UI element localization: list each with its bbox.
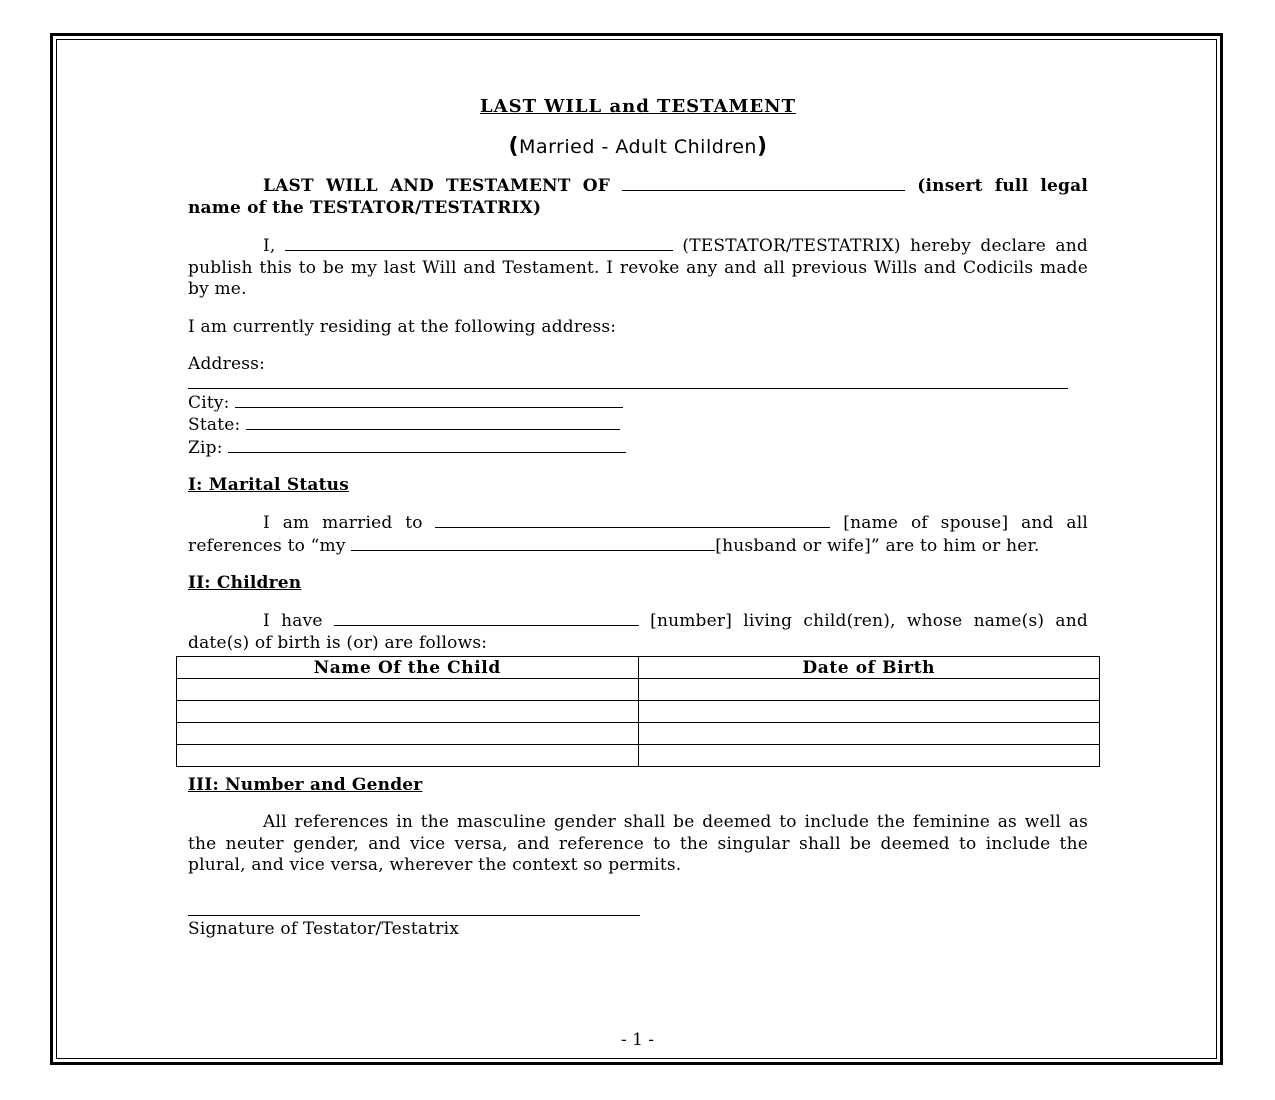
declaration-end: (TESTATOR/TESTATRIX) hereby declare and publish this to be my last Will and Testament. I revoke any and all previous Wills and Codicils made by me.: [188, 236, 1089, 299]
state-blank[interactable]: [246, 414, 620, 430]
zip-row: [188, 437, 1088, 460]
address-label: Address:: [188, 354, 266, 374]
child-name-cell[interactable]: [177, 745, 639, 767]
number-gender-paragraph: All references in the masculine gender shall be deemed to include the feminine as well as the neuter gender, and vice versa, and reference to the singular shall be deemed to include the plural, and vice versa, wherever the context so permits.: [188, 812, 1088, 875]
married-to-text: I am married to: [263, 513, 423, 533]
subtitle-text: Married - Adult Children: [519, 136, 757, 158]
testator-name-blank[interactable]: [622, 175, 905, 191]
intro-heading: [188, 175, 1088, 219]
child-dob-cell[interactable]: [638, 701, 1100, 723]
document-subtitle: [188, 134, 1088, 159]
document-title: LAST WILL and TESTAMENT: [479, 96, 797, 117]
state-row: [188, 414, 1088, 437]
number-of-children-blank[interactable]: [334, 610, 639, 626]
children-table-header-row: [177, 657, 1100, 679]
table-row: [177, 701, 1100, 723]
state-label: State:: [188, 415, 241, 435]
number-living-text: [number] living child(ren), whose name(s) and date(s) of birth is (or) are follows:: [188, 611, 1089, 653]
document-page: [188, 96, 1088, 940]
child-dob-cell[interactable]: [638, 679, 1100, 701]
references-my-text: and all references to “my: [188, 513, 1089, 556]
intro-heading-end: (insert full legal name of the TESTATOR/TESTATRIX): [188, 176, 1088, 218]
child-dob-cell[interactable]: [638, 745, 1100, 767]
signature-label: Signature of Testator/Testatrix: [188, 918, 459, 939]
section-heading-number-gender: III: Number and Gender: [188, 775, 423, 795]
signature-blank[interactable]: [188, 879, 640, 916]
marital-paragraph: [188, 512, 1088, 557]
header-date-of-birth: Date of Birth: [638, 657, 1100, 679]
husband-or-wife-blank[interactable]: [351, 535, 715, 551]
section-heading-children: II: Children: [188, 573, 302, 593]
child-name-cell[interactable]: [177, 701, 639, 723]
children-paragraph: [188, 610, 1088, 654]
page-number: - 1 -: [620, 1030, 655, 1050]
spouse-name-blank[interactable]: [435, 512, 830, 528]
section-heading-marital-status: I: Marital Status: [188, 475, 349, 495]
table-row: [177, 679, 1100, 701]
city-label: City:: [188, 392, 230, 413]
children-table: [176, 656, 1100, 767]
address-block: [188, 354, 1088, 459]
intro-heading-start: LAST WILL AND TESTAMENT OF: [263, 176, 611, 196]
subtitle-open-paren: (: [508, 134, 520, 159]
address-blank[interactable]: [188, 376, 1068, 389]
to-him-or-her-text: are to him or her.: [885, 535, 1040, 556]
husband-or-wife-text: [husband or wife]”: [715, 535, 880, 556]
subtitle-close-paren: ): [756, 134, 768, 159]
declaration-paragraph: [188, 235, 1088, 301]
child-dob-cell[interactable]: [638, 723, 1100, 745]
table-row: [177, 745, 1100, 767]
child-name-cell[interactable]: [177, 679, 639, 701]
zip-label: Zip:: [188, 437, 223, 458]
city-row: [188, 392, 1088, 415]
city-blank[interactable]: [235, 392, 623, 408]
zip-blank[interactable]: [228, 437, 626, 453]
residing-text: I am currently residing at the following address:: [188, 316, 617, 337]
header-name-of-child: Name Of the Child: [177, 657, 639, 679]
i-have-text: I have: [263, 611, 323, 631]
table-row: [177, 723, 1100, 745]
declaration-start: I,: [263, 236, 276, 256]
declarant-name-blank[interactable]: [285, 235, 673, 251]
child-name-cell[interactable]: [177, 723, 639, 745]
name-of-spouse-text: [name of spouse]: [843, 513, 1009, 533]
